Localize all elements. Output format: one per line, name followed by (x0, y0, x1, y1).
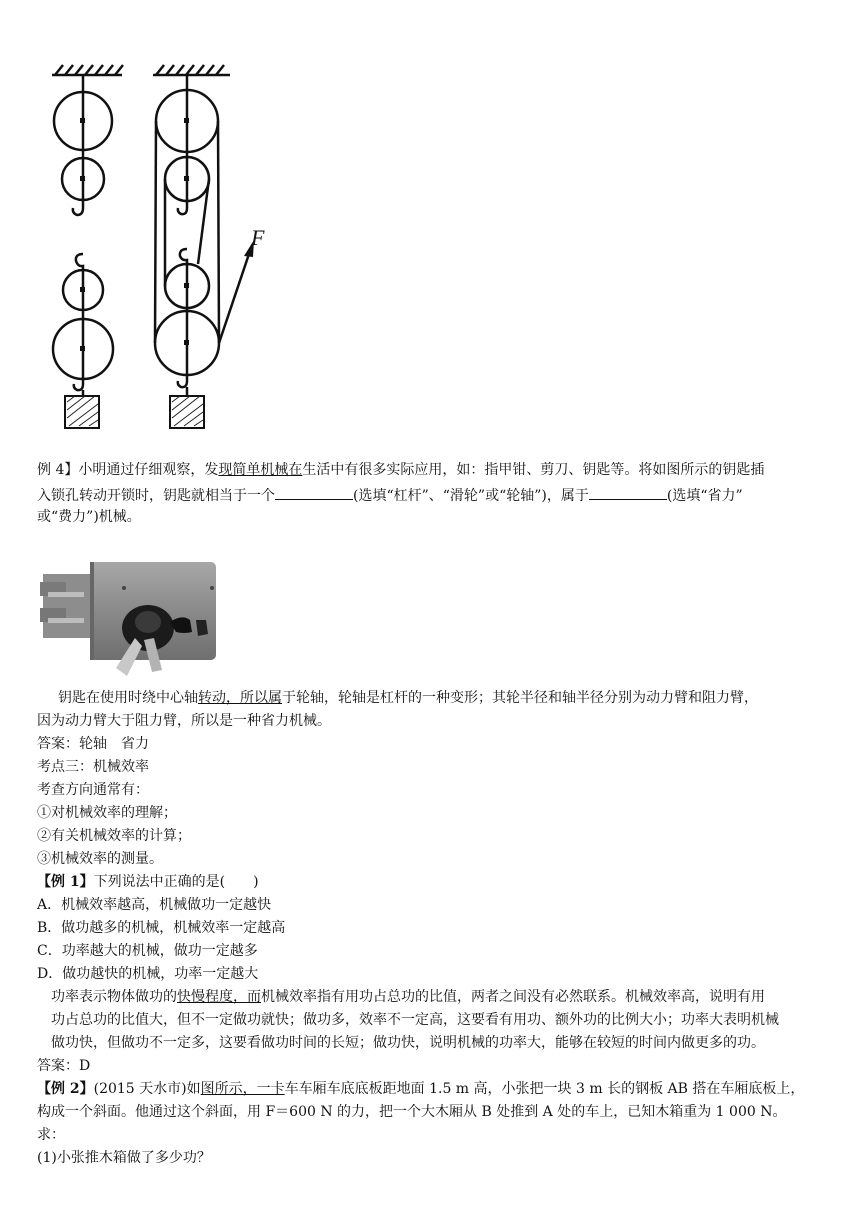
example4-label: 例 4】 (37, 462, 79, 478)
ex2-line-2: 构成一个斜面。他通过这个斜面，用 F＝600 N 的力，把一个大木厢从 B 处推到 A 处的车上，已知木箱重为 1 000 N。 (37, 1104, 787, 1120)
example4-line-3: 或“费力”)机械。 (37, 509, 141, 525)
ex1-explanation-line-1: 功率表示物体做功的快慢程度，而机械效率指有用功占总功的比值，两者之间没有必然联系。机械效率高，说明有用 (51, 989, 765, 1005)
topic3-item-2: ②有关机械效率的计算； (37, 828, 191, 844)
explanation4-line-2: 因为动力臂大于阻力臂，所以是一种省力机械。 (37, 713, 331, 729)
topic3-item-3: ③机械效率的测量。 (37, 851, 163, 867)
ex1-option-c: C．功率越大的机械，做功一定越多 (37, 943, 258, 959)
topic3-intro: 考查方向通常有： (37, 782, 149, 798)
ex1-option-d: D．做功越快的机械，功率一定越大 (37, 966, 259, 982)
example4-line-1: 例 4】小明通过仔细观察，发现简单机械在生活中有很多实际应用，如：指甲钳、剪刀、钥匙等。将如图所示的钥匙插 (37, 462, 765, 478)
pulley-diagram (40, 58, 290, 438)
ex1-explanation-line-2: 功占总功的比值大，但不一定做功就快；做功多，效率不一定高，这要看有用功、额外功的比例大小；功率大表明机械 (51, 1012, 779, 1028)
ex2-question-1: (1)小张推木箱做了多少功？ (37, 1150, 211, 1166)
ex1-label: 【例 1】 (37, 874, 94, 890)
ex1-option-b: B．做功越多的机械，机械效率一定越高 (37, 920, 286, 936)
answer-blank-2[interactable] (589, 485, 667, 500)
ex2-line-1: 【例 2】(2015 天水市)如图所示，一卡车车厢车底底板距地面 1.5 m 高，小张把一块 3 m 长的钢板 AB 搭在车厢底板上， (37, 1081, 805, 1097)
answer-blank-1[interactable] (275, 485, 353, 500)
topic3-item-1: ①对机械效率的理解； (37, 805, 177, 821)
answer4: 答案：轮轴 省力 (37, 736, 149, 752)
ex2-line-3: 求： (37, 1127, 65, 1143)
example4-line-2: 入锁孔转动开锁时，钥匙就相当于一个 (选填“杠杆”、“滑轮”或“轮轴”)，属于 (选填“省力” (37, 485, 743, 506)
ex1-question: 【例 1】下列说法中正确的是( ) (37, 874, 259, 890)
ex1-explanation-line-3: 做功快，但做功不一定多，这要看做功时间的长短；做功快，说明机械的功率大，能够在较短的时间内做更多的功。 (51, 1035, 765, 1051)
ex1-option-a: A．机械效率越高，机械做功一定越快 (37, 897, 272, 913)
ex1-answer: 答案：D (37, 1058, 91, 1074)
topic3-heading: 考点三：机械效率 (37, 759, 149, 775)
ex2-label: 【例 2】 (37, 1081, 94, 1097)
lock-key-image (40, 560, 220, 680)
explanation4-line-1: 钥匙在使用时绕中心轴转动，所以属于轮轴，轮轴是杠杆的一种变形；其轮半径和轴半径分别为动力臂和阻力臂， (58, 690, 758, 706)
force-label: F (251, 225, 265, 250)
